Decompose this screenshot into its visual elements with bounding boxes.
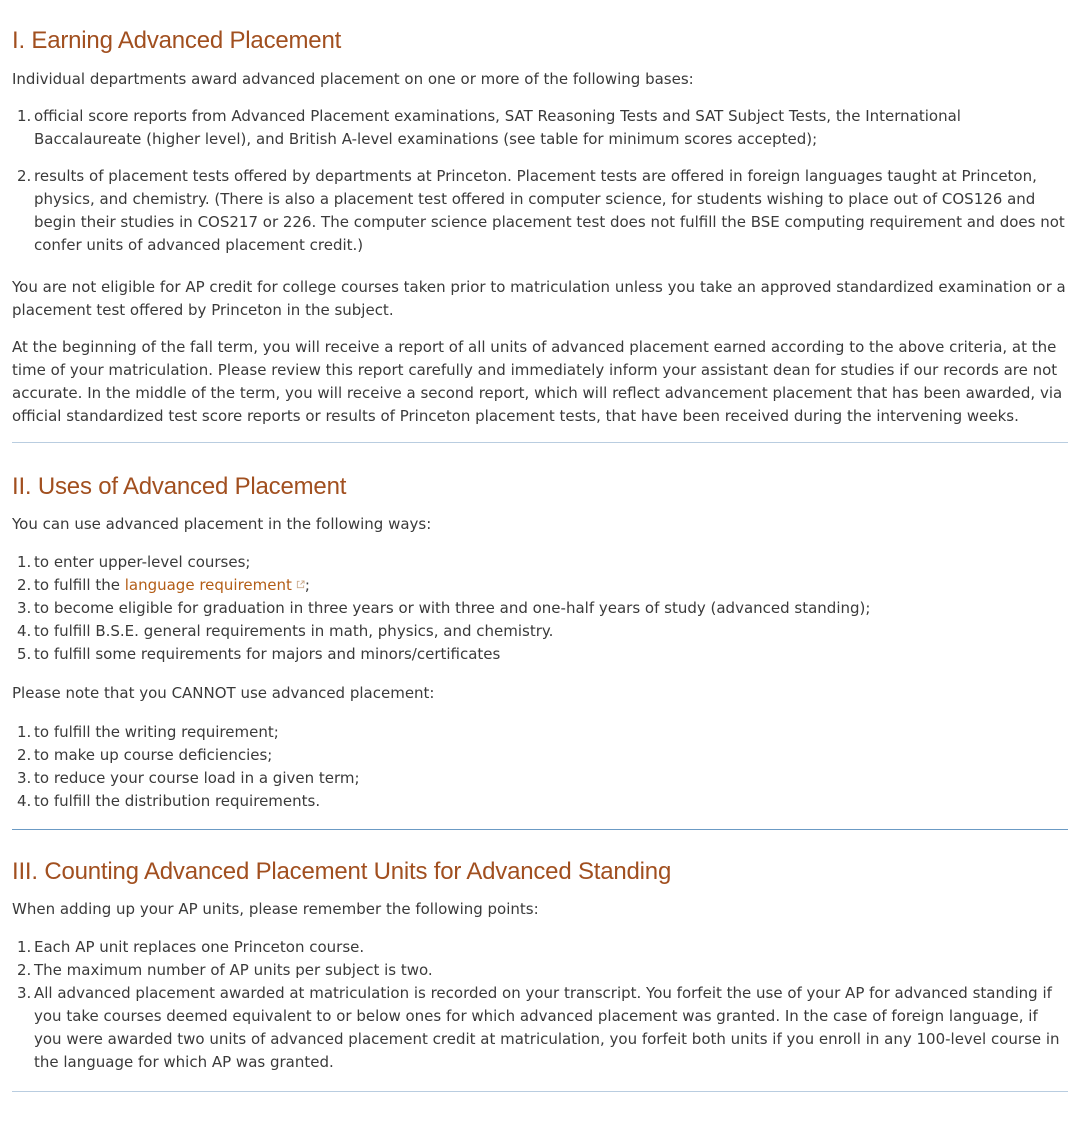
section-uses [12,443,1068,830]
uses-list [12,551,1068,666]
list-item: 2. The maximum number of AP units per subject is two. [17,961,433,979]
section-title: III. Counting Advanced Placement Units for Advanced Standing [12,858,672,885]
section-intro: You can use advanced placement in the following ways: [12,515,432,533]
list-item: 4. to fulfill B.S.E. general requirements in math, physics, and chemistry. [17,622,554,640]
section-earning [12,0,1068,443]
list-item: 3. All advanced placement awarded at matriculation is recorded on your transcript. You forfeit the use of your AP for advanced standing if you take courses deemed equivalent to or below ones for which advanced placement was granted. In the case of foreign language, if you were awarded two units of advanced placement credit at matriculation, you forfeit both units if you enroll in any 100-level course in the language for which AP was granted. [17,984,1060,1071]
bases-list [12,105,1068,257]
cannot-list [12,721,1068,813]
cannot-note: Please note that you CANNOT use advanced placement: [12,684,435,702]
section-divider [12,1091,1068,1092]
section-intro: Individual departments award advanced placement on one or more of the following bases: [12,70,694,88]
list-item: 2. results of placement tests offered by departments at Princeton. Placement tests are offered in foreign languages taught at Princeton, physics, and chemistry. (There is also a placement test offered in computer science, for students wishing to place out of COS126 and begin their studies in COS217 or 226. The computer science placement test does not fulfill the BSE computing requirement and does not confer units of advanced placement credit.) [17,167,1065,254]
list-item: 1. to enter upper-level courses; [17,553,251,571]
section-title: II. Uses of Advanced Placement [12,473,347,500]
list-item: 2. to make up course deficiencies; [17,746,273,764]
list-item: 1. official score reports from Advanced Placement examinations, SAT Reasoning Tests and SAT Subject Tests, the International Baccalaureate (higher level), and British A-level examinations (see table for minimum scores accepted); [17,107,961,148]
list-item: 2. to fulfill the language requirement ; [17,576,310,594]
points-list [12,936,1068,1074]
external-link-icon [296,580,305,589]
section-title: I. Earning Advanced Placement [12,27,342,54]
language-requirement-link[interactable]: language requirement [125,576,305,594]
section-counting [12,830,1068,1092]
list-item: 1. to fulfill the writing requirement; [17,723,279,741]
paragraph: You are not eligible for AP credit for college courses taken prior to matriculation unless you take an approved standardized examination or a placement test offered by Princeton in the subject. [12,278,1066,319]
list-item: 5. to fulfill some requirements for majors and minors/certificates [17,645,501,663]
section-intro: When adding up your AP units, please remember the following points: [12,900,539,918]
list-item: 3. to become eligible for graduation in three years or with three and one-half years of study (advanced standing); [17,599,871,617]
list-item: 1. Each AP unit replaces one Princeton course. [17,938,365,956]
paragraph: At the beginning of the fall term, you will receive a report of all units of advanced placement earned according to the above criteria, at the time of your matriculation. Please review this report carefully and immediately inform your assistant dean for studies if our records are not accurate. In the middle of the term, you will receive a second report, which will reflect advancement placement that has been awarded, via official standardized test score reports or results of Princeton placement tests, that have been received during the intervening weeks. [12,338,1063,425]
list-item: 4. to fulfill the distribution requirements. [17,792,321,810]
list-item: 3. to reduce your course load in a given term; [17,769,360,787]
